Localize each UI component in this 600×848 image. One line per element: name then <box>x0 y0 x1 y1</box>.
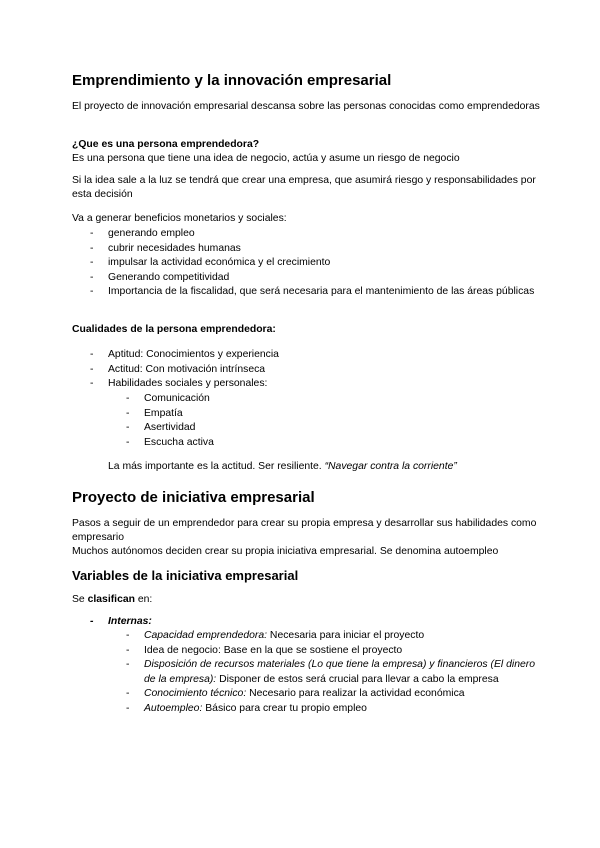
subsection-title: Variables de la iniciativa empresarial <box>72 568 299 583</box>
internas-sub-list <box>72 629 542 717</box>
classify-pre: Se <box>72 594 88 605</box>
item-text: Básico para crear tu propio empleo <box>202 702 367 714</box>
list-item: - Actitud: Con motivación intrínseca <box>72 363 542 378</box>
list-item: - Aptitud: Conocimientos y experiencia <box>72 348 542 363</box>
list-item: - Internas: <box>72 615 542 630</box>
list-item: - Generando competitividad <box>72 271 542 286</box>
section-title: Emprendimiento y la innovación empresarial <box>72 72 392 89</box>
item-text: Disponer de estos será crucial para llevar a cabo la empresa <box>216 673 499 685</box>
list-item: - Importancia de la fiscalidad, que será necesaria para el mantenimiento de las áreas públicas <box>72 285 542 300</box>
attitude-note-text: La más importante es la actitud. Ser resiliente. <box>108 461 325 472</box>
list-item: - Empatía <box>72 407 542 422</box>
list-item <box>72 629 542 644</box>
item-text: Necesario para realizar la actividad económica <box>246 688 465 700</box>
question-heading: ¿Que es una persona emprendedora? <box>72 139 260 150</box>
qualities-heading: Cualidades de la persona emprendedora: <box>72 324 276 335</box>
answer-paragraph: Es una persona que tiene una idea de negocio, actúa y asume un riesgo de negocio <box>72 153 460 164</box>
intro-paragraph: El proyecto de innovación empresarial descansa sobre las personas conocidas como emprendedoras <box>72 101 540 112</box>
list-item: - generando empleo <box>72 227 542 242</box>
classify-line <box>72 593 542 607</box>
attitude-note <box>108 460 542 474</box>
list-item: - Habilidades sociales y personales: <box>72 377 542 392</box>
social-skills-list <box>72 392 542 450</box>
autoempleo-paragraph: Muchos autónomos deciden crear su propia iniciativa empresarial. Se denomina autoempleo <box>72 546 499 557</box>
item-label: Disposición de recursos materiales (Lo que tiene la empresa) y financieros (El dinero de la empresa): <box>144 659 535 685</box>
item-label: Capacidad emprendedora: <box>144 630 268 641</box>
steps-paragraph: Pasos a seguir de un emprendedor para crear su propia empresa y desarrollar sus habilidades como empresario <box>72 518 537 543</box>
attitude-note-quote: “Navegar contra la corriente” <box>324 461 457 472</box>
list-item: - Escucha activa <box>72 436 542 451</box>
benefits-list <box>72 227 542 300</box>
internas-list <box>72 615 542 630</box>
list-item: - impulsar la actividad económica y el crecimiento <box>72 256 542 271</box>
classify-bold: clasifican <box>87 594 135 605</box>
list-item <box>72 658 542 687</box>
item-label: Autoempleo: <box>144 702 203 714</box>
item-text: Idea de negocio: Base en la que se sostiene el proyecto <box>144 644 403 656</box>
list-item <box>72 702 542 717</box>
item-text: Necesaria para iniciar el proyecto <box>267 630 425 641</box>
list-item: - Comunicación <box>72 392 542 407</box>
list-item: - cubrir necesidades humanas <box>72 242 542 257</box>
classify-post: en: <box>134 594 153 605</box>
section-title: Proyecto de iniciativa empresarial <box>72 489 315 506</box>
decision-paragraph: Si la idea sale a la luz se tendrá que crear una empresa, que asumirá riesgo y responsabilidades por esta decisión <box>72 175 536 200</box>
qualities-list <box>72 348 542 392</box>
list-item: - Asertividad <box>72 421 542 436</box>
list-item <box>72 644 542 659</box>
list-item <box>72 687 542 702</box>
benefits-intro: Va a generar beneficios monetarios y sociales: <box>72 213 287 224</box>
item-label: Conocimiento técnico: <box>144 688 247 700</box>
